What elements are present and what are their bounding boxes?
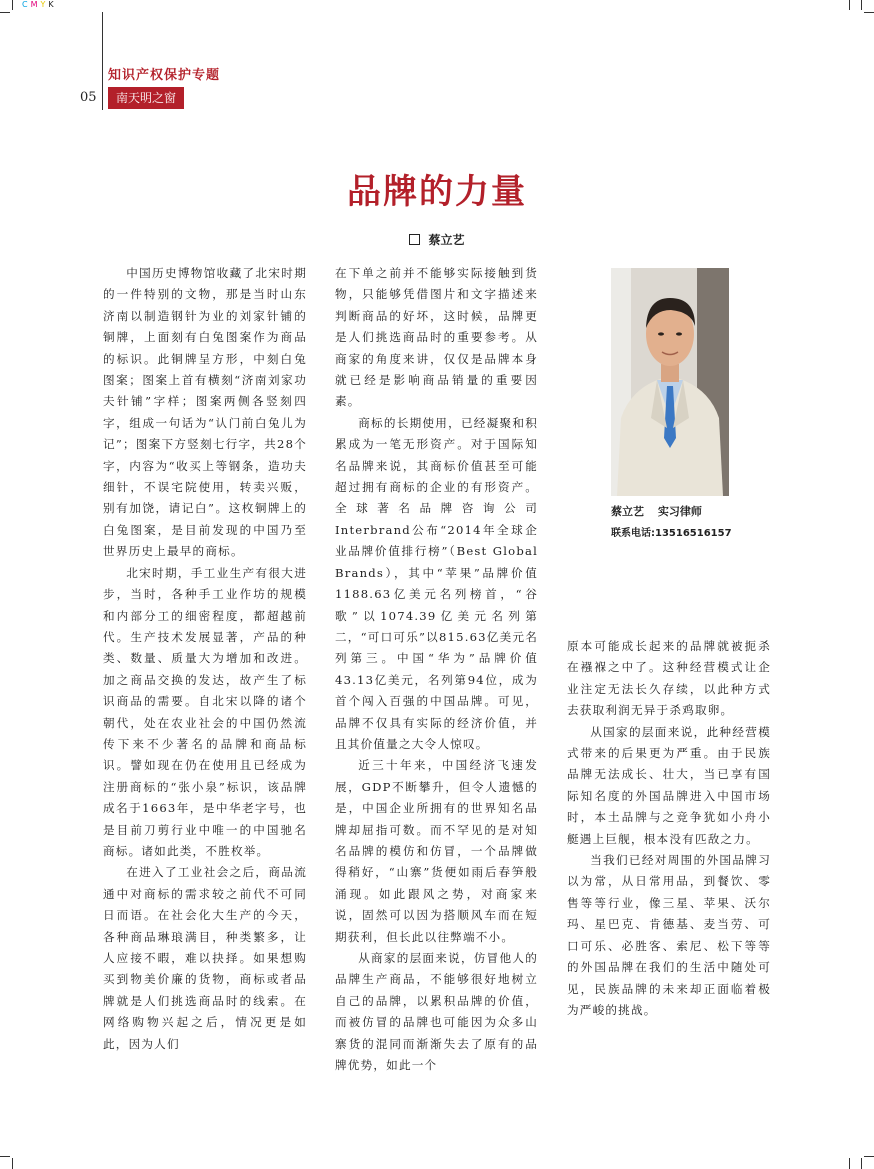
cmyk-c: C	[22, 0, 31, 9]
crop-mark	[864, 1156, 874, 1157]
paragraph: 商标的长期使用，已经凝聚和积累成为一笔无形资产。对于国际知名品牌来说，其商标价值甚至可能超过拥有商标的企业的有形资产。全球著名品牌咨询公司Interbrand公布“2014年全球企业品牌价值排行榜”（Best Global Brands），其中“苹果”品牌价值1188.63亿美元名列榜首，“谷歌”以1074.39亿美元名列第二，“可口可乐”以815.63亿美元名列第三。中国“华为”品牌价值43.13亿美元，名列第94位，成为首个闯入百强的中国品牌。可见，品牌不仅具有实际的经济价值，并且其价值量之大令人惊叹。	[335, 415, 538, 751]
crop-mark	[0, 1156, 10, 1157]
crop-mark	[12, 1158, 13, 1169]
column-tag: 南天明之窗	[108, 87, 184, 109]
author-name: 蔡立艺	[428, 233, 465, 247]
section-title: 知识产权保护专题	[108, 68, 221, 83]
author-phone: 联系电话:13516516157	[611, 528, 732, 539]
crop-mark	[861, 1158, 862, 1169]
crop-mark	[0, 12, 10, 13]
paragraph: 当我们已经对周围的外国品牌习以为常，从日常用品，到餐饮、零售等等行业，像三星、苹果、沃尔玛、星巴克、肯德基、麦当劳、可口可乐、必胜客、索尼、松下等等的外国品牌在我们的生活中随处可见，民族品牌的未来却正面临着极为严峻的挑战。	[567, 853, 771, 1017]
byline	[0, 231, 874, 248]
author-caption: 蔡立艺 实习律师	[611, 505, 702, 518]
crop-mark	[849, 1158, 850, 1169]
cmyk-k: K	[48, 0, 57, 9]
cmyk-m: M	[30, 0, 41, 9]
paragraph: 在下单之前并不能够实际接触到货物，只能够凭借图片和文字描述来判断商品的好坏，这时候，品牌更是人们挑选商品时的重要参考。从商家的角度来讲，仅仅是品牌本身就已经是影响商品销量的重要因素。	[335, 266, 538, 409]
crop-mark	[849, 0, 850, 10]
paragraph: 从商家的层面来说，仿冒他人的品牌生产商品，不能够很好地树立自己的品牌，以累积品牌的价值，而被仿冒的品牌也可能因为众多山寨货的混同而渐渐失去了原有的品牌优势，如此一个	[335, 951, 538, 1073]
header-rule	[102, 12, 103, 110]
article-title: 品牌的力量	[347, 172, 527, 212]
paragraph: 中国历史博物馆收藏了北宋时期的一件特别的文物，那是当时山东济南以制造钢针为业的刘家针铺的铜牌，上面刻有白兔图案作为商品的标识。此铜牌呈方形，中刻白兔图案；图案上首有横刻“济南刘家功夫针铺”字样；图案两侧各竖刻四字，组成一句话为“认门前白兔儿为记”；图案下方竖刻七行字，共28个字，内容为“收买上等钢条，造功夫细针，不误宅院使用，转卖兴贩，别有加饶，请记白”。这枚铜牌上的白兔图案，是目前发现的中国乃至世界历史上最早的商标。	[103, 266, 307, 559]
crop-mark	[864, 12, 874, 13]
paragraph: 近三十年来，中国经济飞速发展，GDP不断攀升，但令人遗憾的是，中国企业所拥有的世界知名品牌却屈指可数。而不罕见的是对知名品牌的模仿和仿冒，一个品牌做得稍好，“山寨”货便如雨后春笋般涌现。如此跟风之势，对商家来说，固然可以因为搭顺风车而在短期获利，但长此以往弊端不小。	[335, 758, 538, 944]
paragraph: 原本可能成长起来的品牌就被扼杀在襁褓之中了。这种经营模式让企业注定无法长久存续，以此种方式去获取利润无异于杀鸡取卵。	[567, 639, 771, 718]
author-photo	[611, 268, 729, 496]
paragraph: 北宋时期，手工业生产有很大进步，当时，各种手工业作坊的规模和内部分工的细密程度，都超越前代。生产技术发展显著，产品的种类、数量、质量大为增加和改进。加之商品交换的发达，故产生了标识商品的需要。自北宋以降的诸个朝代，处在农业社会的中国仍然流传下来不少著名的品牌和商品标识。譬如现在仍在使用且已经成为注册商标的“张小泉”标识，该品牌成名于1663年，是中华老字号，也是目前刀剪行业中唯一的中国驰名商标。诸如此类，不胜枚举。	[103, 565, 307, 858]
page-number: 05	[80, 90, 97, 105]
cmyk-y: Y	[40, 0, 49, 9]
article-column-1	[103, 263, 307, 1055]
article-column-2	[335, 263, 538, 1076]
crop-mark	[861, 0, 862, 10]
paragraph: 在进入了工业社会之后，商品流通中对商标的需求较之前代不可同日而语。在社会化大生产的今天，各种商品琳琅满目，种类繁多，让人应接不暇，难以抉择。如果想购买到物美价廉的货物，商标或者品牌就是人们挑选商品时的线索。在网络购物兴起之后，情况更是如此，因为人们	[103, 865, 307, 1051]
article-column-3	[567, 636, 771, 1021]
crop-mark	[12, 0, 13, 10]
color-registration-bar	[22, 0, 57, 9]
square-icon	[409, 234, 420, 245]
author-portrait-illustration	[611, 268, 729, 496]
paragraph: 从国家的层面来说，此种经营模式带来的后果更为严重。由于民族品牌无法成长、壮大，当已享有国际知名度的外国品牌进入中国市场时，本土品牌与之竞争犹如小舟小艇遇上巨舰，根本没有匹敌之力。	[567, 724, 771, 846]
